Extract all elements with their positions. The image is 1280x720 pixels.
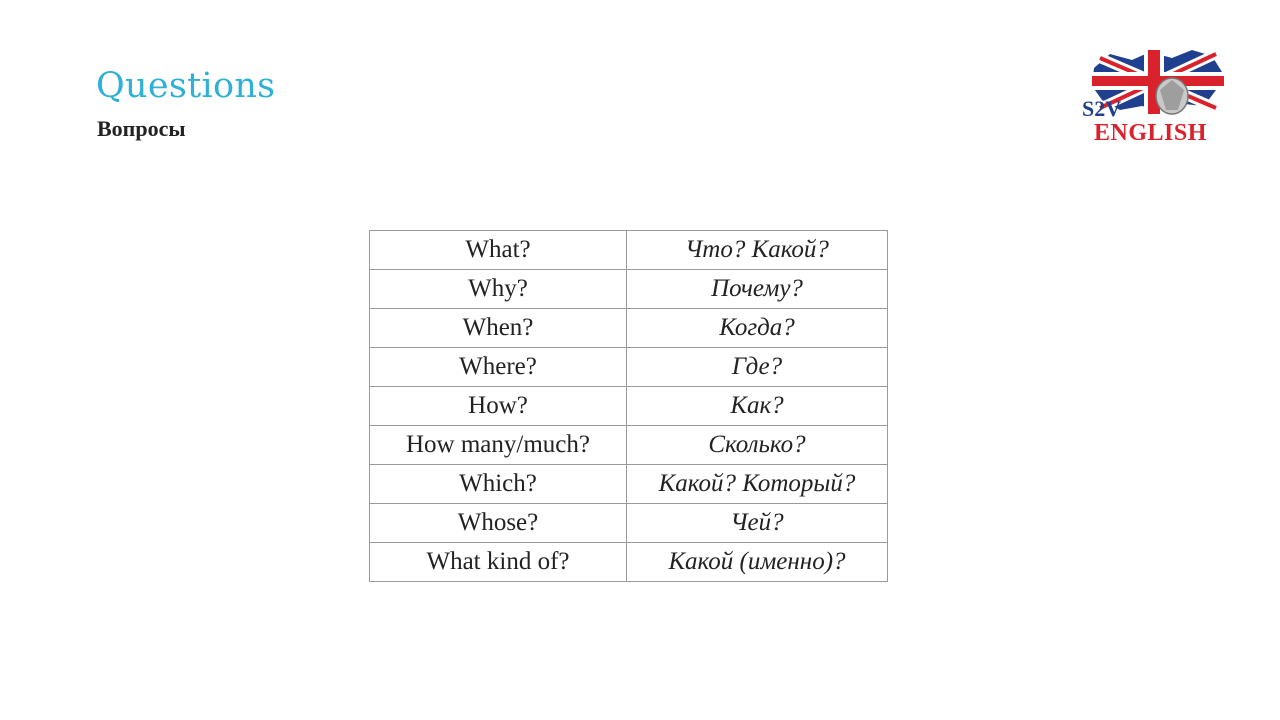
russian-translation-cell: Чей? xyxy=(627,504,888,543)
table-row xyxy=(370,465,888,504)
questions-table xyxy=(369,230,888,582)
table-row xyxy=(370,231,888,270)
s2v-english-logo xyxy=(1080,46,1230,146)
russian-translation-cell: Какой (именно)? xyxy=(627,543,888,582)
table-row xyxy=(370,309,888,348)
logo-text-top: S2V xyxy=(1082,96,1122,121)
english-question-cell: When? xyxy=(370,309,627,348)
english-question-cell: What kind of? xyxy=(370,543,627,582)
english-question-cell: Which? xyxy=(370,465,627,504)
questions-table-body xyxy=(370,231,888,582)
english-question-cell: Whose? xyxy=(370,504,627,543)
english-question-cell: Why? xyxy=(370,270,627,309)
table-row xyxy=(370,387,888,426)
russian-translation-cell: Что? Какой? xyxy=(627,231,888,270)
logo-graphic xyxy=(1080,46,1230,146)
russian-translation-cell: Сколько? xyxy=(627,426,888,465)
russian-translation-cell: Где? xyxy=(627,348,888,387)
table-row xyxy=(370,543,888,582)
russian-translation-cell: Когда? xyxy=(627,309,888,348)
table-row xyxy=(370,270,888,309)
english-question-cell: Where? xyxy=(370,348,627,387)
page-subtitle: Вопросы xyxy=(97,116,186,141)
table-row xyxy=(370,348,888,387)
english-question-cell: What? xyxy=(370,231,627,270)
emblem-icon xyxy=(1156,78,1188,114)
russian-translation-cell: Как? xyxy=(627,387,888,426)
english-question-cell: How many/much? xyxy=(370,426,627,465)
english-question-cell: How? xyxy=(370,387,627,426)
table-row xyxy=(370,426,888,465)
table-row xyxy=(370,504,888,543)
page-title: Questions xyxy=(96,66,276,106)
logo-text-bottom: ENGLISH xyxy=(1094,120,1207,146)
russian-translation-cell: Почему? xyxy=(627,270,888,309)
russian-translation-cell: Какой? Который? xyxy=(627,465,888,504)
